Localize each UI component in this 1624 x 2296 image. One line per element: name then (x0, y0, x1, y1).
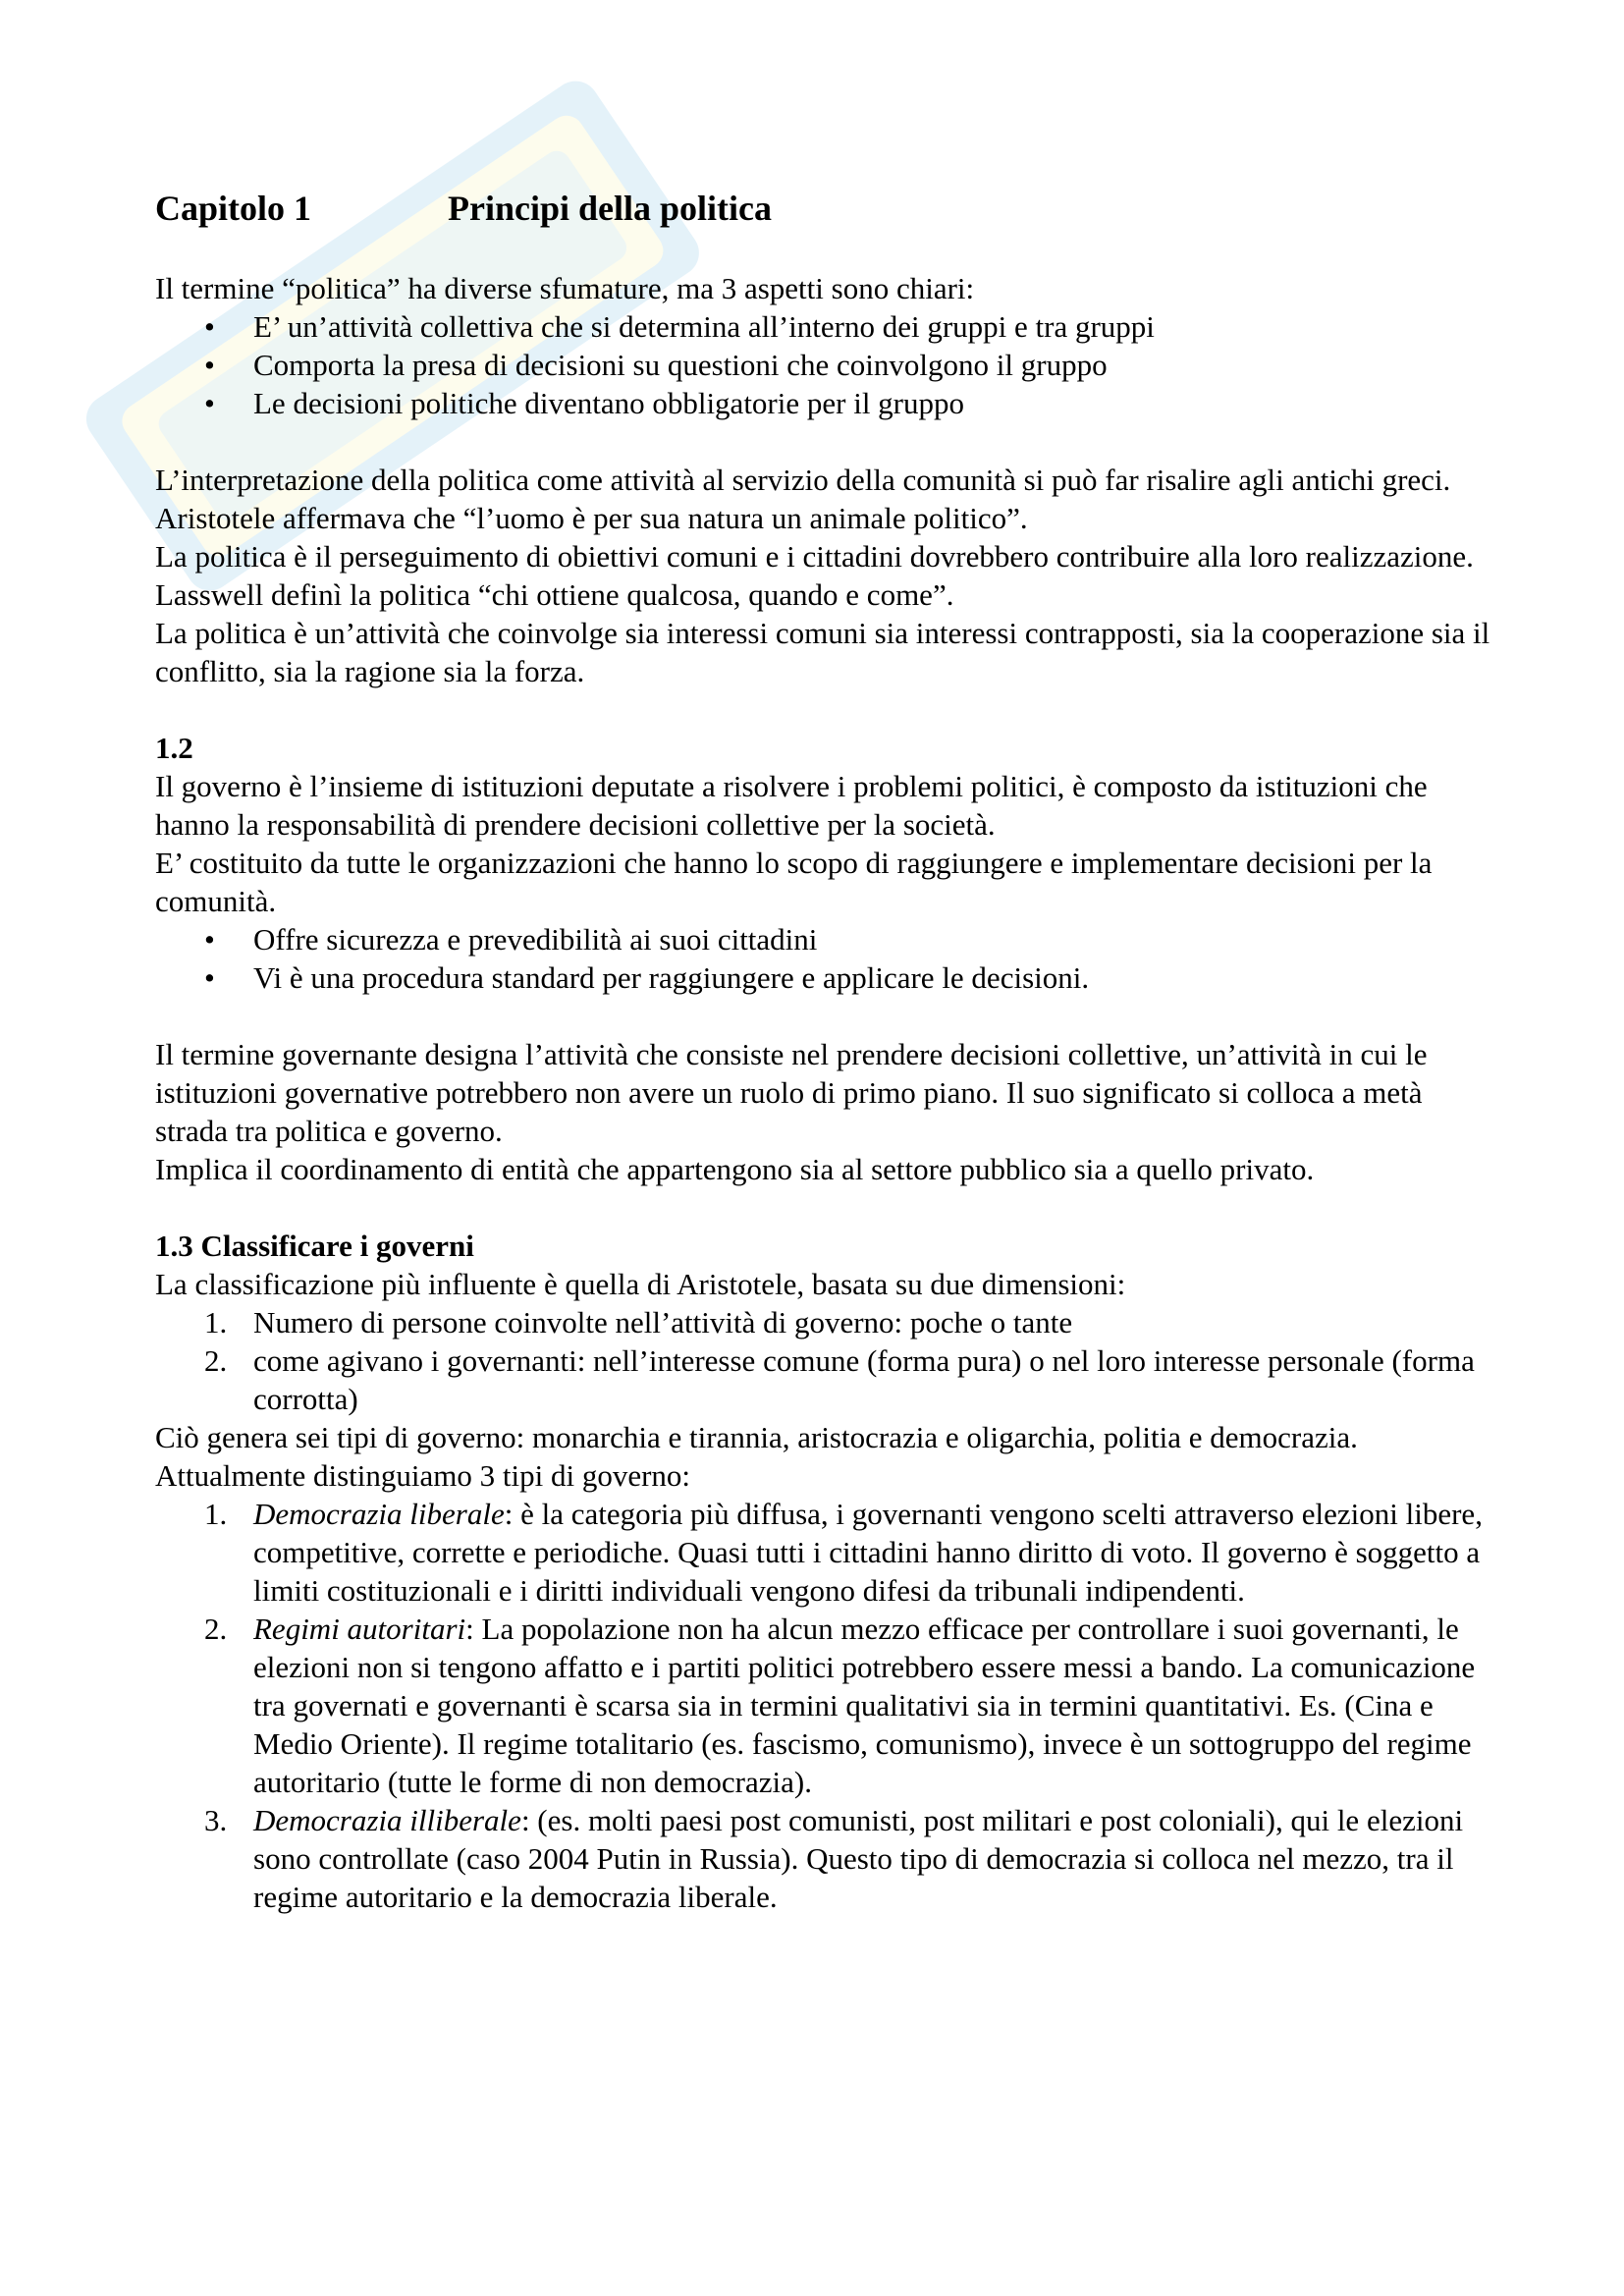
bullet-icon: • (204, 309, 215, 344)
term: Regimi autoritari (253, 1612, 466, 1646)
paragraph: L’interpretazione della politica come attività al servizio della comunità si può far risalire agli antichi greci. (155, 463, 1451, 497)
dimensions-list (155, 1303, 1490, 1418)
bullet-icon: • (204, 922, 215, 957)
paragraph: Il governo è l’insieme di istituzioni deputate a risolvere i problemi politici, è composto da istituzioni che hanno la responsabilità di prendere decisioni collettive per la società. (155, 769, 1428, 842)
paragraph: La politica è un’attività che coinvolge sia interessi comuni sia interessi contrapposti, sia la cooperazione sia il conflitto, sia la ragione sia la forza. (155, 616, 1490, 688)
paragraph: Il termine governante designa l’attività che consiste nel prendere decisioni collettive, un’attività in cui le istituzioni governative potrebbero non avere un ruolo di primo piano. Il suo significato si colloca a metà strada tra politica e governo. (155, 1037, 1428, 1148)
section-heading: 1.2 (155, 731, 193, 765)
paragraph: Attualmente distinguiamo 3 tipi di governo: (155, 1458, 691, 1493)
paragraph: La classificazione più influente è quella di Aristotele, basata su due dimensioni: (155, 1267, 1126, 1301)
paragraph: Aristotele affermava che “l’uomo è per sua natura un animale politico”. (155, 501, 1028, 535)
intro-lead: Il termine “politica” ha diverse sfumature, ma 3 aspetti sono chiari: (155, 271, 975, 305)
list-item: • Le decisioni politiche diventano obbligatorie per il gruppo (204, 386, 965, 420)
bullet-icon: • (204, 348, 215, 382)
paragraph: E’ costituito da tutte le organizzazioni che hanno lo scopo di raggiungere e implementare decisioni per la comunità. (155, 846, 1433, 918)
bullet-icon: • (204, 960, 215, 995)
list-item: • Offre sicurezza e prevedibilità ai suoi cittadini (204, 922, 818, 957)
list-item: 1. Numero di persone coinvolte nell’attività di governo: poche o tante (204, 1305, 1073, 1339)
bullet-icon: • (204, 386, 215, 420)
government-types-list (155, 1495, 1490, 1916)
paragraph: La politica è il perseguimento di obiettivi comuni e i cittadini dovrebbero contribuire alla loro realizzazione. (155, 539, 1474, 574)
list-item: 2. Regimi autoritari: La popolazione non ha alcun mezzo efficace per controllare i suoi governanti, le elezioni non si tengono affatto e i partiti politici potrebbero essere messi a bando. La comunicazione tra governati e governanti è scarsa sia in termini qualitativi sia in termini quantitativi. Es. (Cina e Medio Oriente). Il regime totalitario (es. fascismo, comunismo), invece è un sottogruppo del regime autoritario (tutte le forme di non democrazia). (204, 1612, 1476, 1799)
term: Democrazia illiberale (253, 1803, 521, 1837)
list-item: • E’ un’attività collettiva che si determina all’interno dei gruppi e tra gruppi (204, 309, 1155, 344)
government-bullet-list (155, 920, 1490, 997)
paragraph: Lasswell definì la politica “chi ottiene qualcosa, quando e come”. (155, 577, 954, 612)
list-item: 2. come agivano i governanti: nell’interesse comune (forma pura) o nel loro interesse personale (forma corrotta) (204, 1343, 1475, 1416)
chapter-heading (155, 187, 1490, 230)
list-item: 3. Democrazia illiberale: (es. molti paesi post comunisti, post militari e post coloniali), qui le elezioni sono controllate (caso 2004 Putin in Russia). Questo tipo di democrazia si colloca nel mezzo, tra il regime autoritario e la democrazia liberale. (204, 1803, 1464, 1914)
list-item: 1. Democrazia liberale: è la categoria più diffusa, i governanti vengono scelti attraverso elezioni libere, competitive, corrette e periodiche. Quasi tutti i cittadini hanno diritto di voto. Il governo è soggetto a limiti costituzionali e i diritti individuali vengono difesi da tribunali indipendenti. (204, 1497, 1483, 1608)
list-item: • Vi è una procedura standard per raggiungere e applicare le decisioni. (204, 960, 1090, 995)
list-item: • Comporta la presa di decisioni su questioni che coinvolgono il gruppo (204, 348, 1108, 382)
paragraph: Implica il coordinamento di entità che appartengono sia al settore pubblico sia a quello privato. (155, 1152, 1315, 1186)
document-page (155, 187, 1490, 1916)
chapter-number: Capitolo 1 (155, 189, 312, 228)
intro-bullet-list (155, 307, 1490, 422)
chapter-title: Principi della politica (448, 189, 772, 228)
section-heading: 1.3 Classificare i governi (155, 1229, 474, 1263)
paragraph: Ciò genera sei tipi di governo: monarchia e tirannia, aristocrazia e oligarchia, politia e democrazia. (155, 1420, 1358, 1454)
term: Democrazia liberale (253, 1497, 505, 1531)
